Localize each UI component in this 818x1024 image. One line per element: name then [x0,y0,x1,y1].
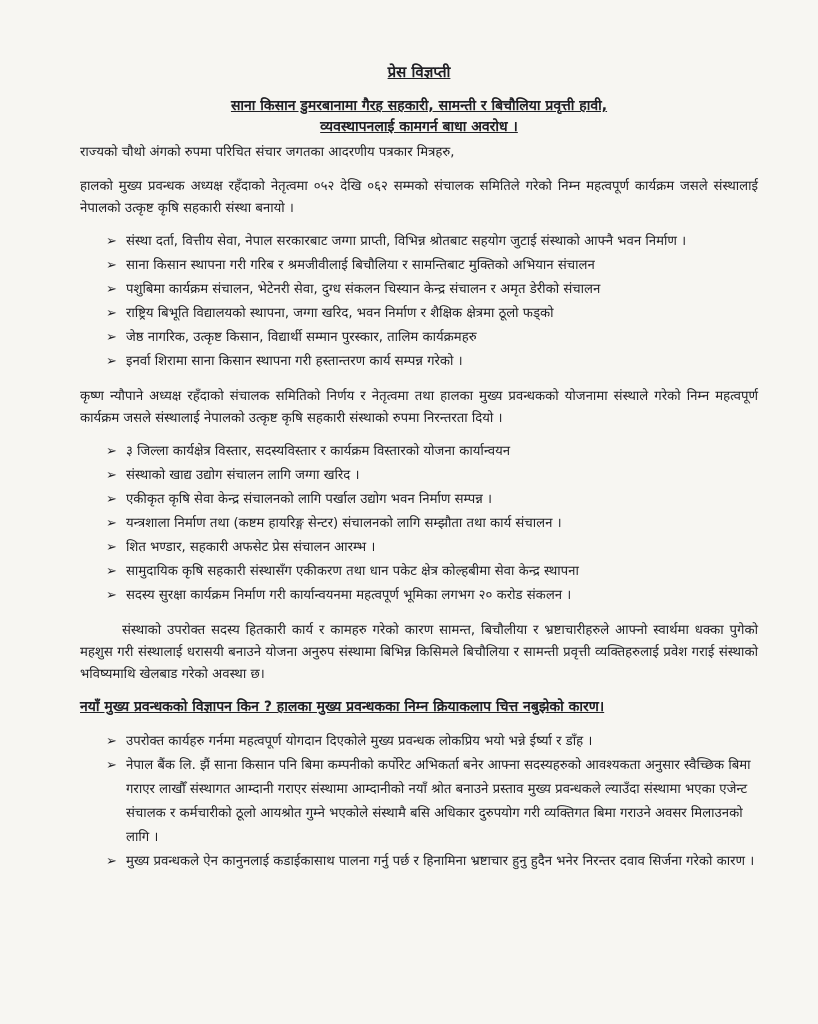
list-item: ➢ संस्थाको खाद्य उद्योग संचालन लागि जग्गा खरिद । [106,464,758,488]
arrow-bullet-icon: ➢ [106,306,117,321]
section-heading-reasons: नयाँ मुख्य प्रवन्धकको विज्ञापन किन ? हालका मुख्य प्रवन्धकका निम्न क्रियाकलाप चित्त नबुझेको कारण। [80,699,605,715]
arrow-bullet-icon: ➢ [106,468,117,483]
achievements-list-2 [80,440,758,608]
greeting: राज्यको चौथो अंगको रुपमा परिचित संचार जगतका आदरणीय पत्रकार मित्रहरु, [80,145,455,160]
document-title: प्रेस विज्ञप्ती [387,63,451,81]
headline-line-2: व्यवस्थापनलाई कामगर्न बाधा अवरोध । [320,119,518,135]
arrow-bullet-icon: ➢ [106,854,117,869]
arrow-bullet-icon: ➢ [106,516,117,531]
list-item: ➢ शित भण्डार, सहकारी अफसेट प्रेस संचालन आरम्भ । [106,536,758,560]
list-item: ➢ राष्ट्रिय बिभूति विद्यालयको स्थापना, जग्गा खरिद, भवन निर्माण र शैक्षिक क्षेत्रमा ठूलो फड्को [106,302,758,326]
arrow-bullet-icon: ➢ [106,354,117,369]
arrow-bullet-icon: ➢ [106,588,117,603]
list-item: ➢ सदस्य सुरक्षा कार्यक्रम निर्माण गरी कार्यान्वयनमा महत्वपूर्ण भूमिका लगभग २० करोड संकलन । [106,584,758,608]
achievements-list-1 [80,230,758,374]
arrow-bullet-icon: ➢ [106,734,117,749]
list-item: ➢ सामुदायिक कृषि सहकारी संस्थासँग एकीकरण तथा धान पकेट क्षेत्र कोल्हबीमा सेवा केन्द्र स्थापना [106,560,758,584]
reasons-list [80,730,758,874]
headline-line-1: साना किसान डुमरबानामा गैरह सहकारी, सामन्ती र बिचौलिया प्रवृत्ती हावी, [230,98,608,114]
list-item: ➢ संस्था दर्ता, वित्तीय सेवा, नेपाल सरकारबाट जग्गा प्राप्ती, विभिन्न श्रोतबाट सहयोग जुटाई संस्थाको आफ्नै भवन निर्माण । [106,230,758,254]
arrow-bullet-icon: ➢ [106,564,117,579]
arrow-bullet-icon: ➢ [106,330,117,345]
arrow-bullet-icon: ➢ [106,758,117,773]
list-item: ➢ उपरोक्त कार्यहरु गर्नमा महत्वपूर्ण योगदान दिएकोले मुख्य प्रवन्धक लोकप्रिय भयो भन्ने ईर्ष्या र डाँह । [106,730,758,754]
arrow-bullet-icon: ➢ [106,444,117,459]
list-item: ➢ ३ जिल्ला कार्यक्षेत्र विस्तार, सदस्यविस्तार र कार्यक्रम विस्तारको योजना कार्यान्वयन [106,440,758,464]
arrow-bullet-icon: ➢ [106,282,117,297]
list-item: ➢ यन्त्रशाला निर्माण तथा (कष्टम हायरिङ्ग सेन्टर) संचालनको लागि सम्झौता तथा कार्य संचालन । [106,512,758,536]
list-item: ➢ जेष्ठ नागरिक, उत्कृष्ट किसान, विद्यार्थी सम्मान पुरस्कार, तालिम कार्यक्रमहरु [106,326,758,350]
arrow-bullet-icon: ➢ [106,258,117,273]
arrow-bullet-icon: ➢ [106,540,117,555]
list-item: ➢ नेपाल बैंक लि. झैं साना किसान पनि बिमा कम्पनीको कर्पोरेट अभिकर्ता बनेर आफ्ना सदस्यहरुको आवश्यकता अनुसार स्वैच्छिक बिमा गराएर लाखौँ संस्थागत आम्दानी गराएर संस्थामा आम्दानीको नयाँ श्रोत बनाउने प्रस्ताव मुख्य प्रवन्धकले ल्याउँदा संस्थामा भएका एजेन्ट संचालक र कर्मचारीको ठूलो आयश्रोत गुम्ने भएकोले संस्थामै बसि अधिकार दुरुपयोग गरी व्यक्तिगत बिमा गराउने अवसर मिलाउनको लागि । [106,754,758,850]
paragraph-situation: संस्थाको उपरोक्त सदस्य हितकारी कार्य र कामहरु गरेको कारण सामन्त, बिचौलीया र भ्रष्टाचारीहरुले आफ्नो स्वार्थमा धक्का पुगेको महशुस गरी संस्थालाई धरासयी बनाउने योजना अनुरुप संस्थामा बिभिन्न किसिमले बिचौलिया र सामन्ती प्रवृत्ती व्यक्तिहरुलाई प्रवेश गराई संस्थाको भविष्यमाथि खेलबाड गरेको अवस्था छ। [80,623,758,682]
list-item: ➢ एकीकृत कृषि सेवा केन्द्र संचालनको लागि पर्खाल उद्योग भवन निर्माण सम्पन्न । [106,488,758,512]
arrow-bullet-icon: ➢ [106,234,117,249]
list-item: ➢ साना किसान स्थापना गरी गरिब र श्रमजीवीलाई बिचौलिया र सामन्तिबाट मुक्तिको अभियान संचालन [106,254,758,278]
paragraph-continuity: कृष्ण न्यौपाने अध्यक्ष रहँदाको संचालक समितिको निर्णय र नेतृत्वमा तथा हालका मुख्य प्रवन्धकको योजनामा संस्थाले गरेको निम्न महत्वपूर्ण कार्यक्रम जसले संस्थालाई नेपालको उत्कृष्ट कृषि सहकारी संस्थाको रुपमा निरन्तरता दियो । [80,389,758,426]
list-item: ➢ पशुबिमा कार्यक्रम संचालन, भेटेनरी सेवा, दुग्ध संकलन चिस्यान केन्द्र संचालन र अमृत डेरीको संचालन [106,278,758,302]
headline [80,96,758,138]
arrow-bullet-icon: ➢ [106,492,117,507]
paragraph-achievements-intro: हालको मुख्य प्रवन्धक अध्यक्ष रहँदाको नेतृत्वमा ०५२ देखि ०६२ सम्मको संचालक समितिले गरेको निम्न महत्वपूर्ण कार्यक्रम जसले संस्थालाई नेपालको उत्कृष्ट कृषि सहकारी संस्था बनायो । [80,179,758,216]
list-item: ➢ इनर्वा शिरामा साना किसान स्थापना गरी हस्तान्तरण कार्य सम्पन्न गरेको । [106,350,758,374]
list-item: ➢ मुख्य प्रवन्धकले ऐन कानुनलाई कडाईकासाथ पालना गर्नु पर्छ र हिनामिना भ्रष्टाचार हुनु हुदैन भनेर निरन्तर दवाव सिर्जना गरेको कारण । [106,850,758,874]
